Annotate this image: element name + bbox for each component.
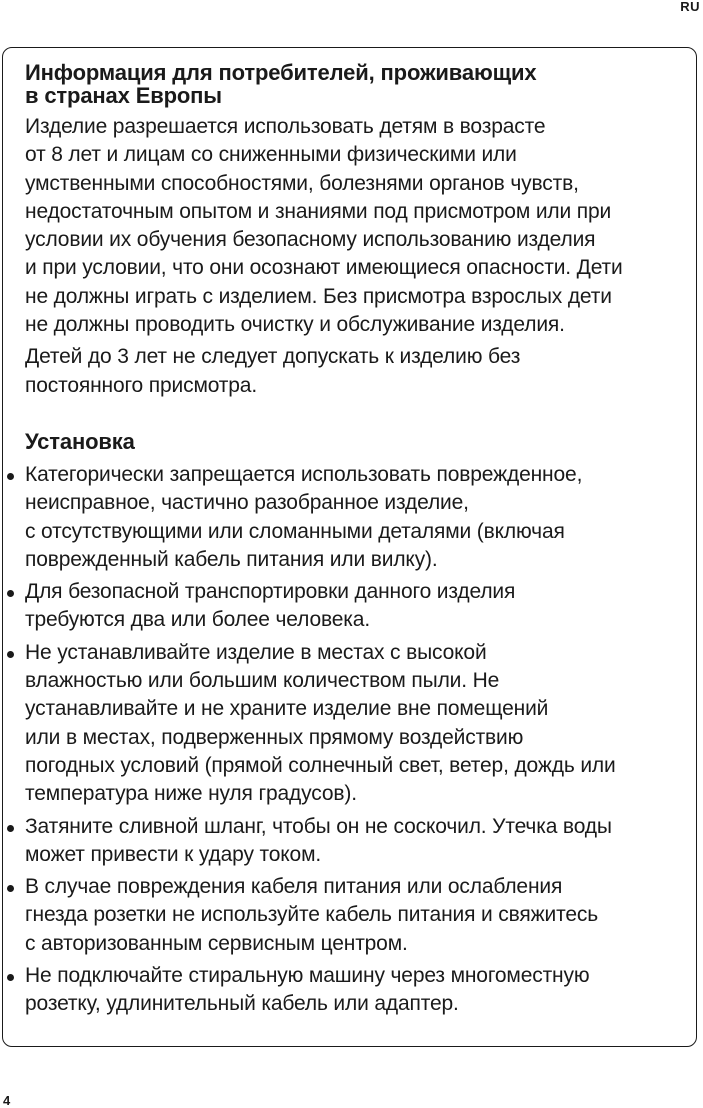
bullet-icon	[7, 651, 14, 658]
bullet-icon	[7, 974, 14, 981]
list-item: Не устанавливайте изделие в местах с высокой влажностью или большим количеством пыли. Не устанавливайте и не храните изделие вне помещений или в местах, подверженных прямому воздействию погодных условий (прямой солнечный свет, ветер, дождь или температура ниже нуля градусов).	[5, 639, 690, 809]
bullet-icon	[7, 825, 14, 832]
list-item: В случае повреждения кабеля питания или ослабления гнезда розетки не используйте кабель питания и свяжитесь с авторизованным сервисным центром.	[5, 873, 690, 958]
bullet-icon	[7, 885, 14, 892]
installation-list	[5, 461, 690, 1019]
list-item: Категорически запрещается использовать поврежденное, неисправное, частично разобранное изделие, с отсутствующими или сломанными деталями (включая поврежденный кабель питания или вилку).	[5, 461, 690, 574]
list-item: Не подключайте стиральную машину через многоместную розетку, удлинительный кабель или адаптер.	[5, 962, 690, 1019]
document-body	[25, 61, 690, 1023]
section-title-installation: Установка	[25, 428, 135, 454]
section-title-eu-consumers: Информация для потребителей, проживающих в странах Европы	[25, 60, 537, 108]
list-item: Затяните сливной шланг, чтобы он не соскочил. Утечка воды может привести к удару током.	[5, 813, 690, 870]
bullet-icon	[7, 590, 14, 597]
paragraph-children-under-3: Детей до 3 лет не следует допускать к изделию без постоянного присмотра.	[25, 345, 521, 397]
page-number: 4	[3, 1093, 11, 1108]
bullet-icon	[7, 473, 14, 480]
language-label: RU	[680, 0, 700, 14]
list-item: Для безопасной транспортировки данного изделия требуются два или более человека.	[5, 578, 690, 635]
paragraph-children-usage: Изделие разрешается использовать детям в возрасте от 8 лет и лицам со сниженными физическими или умственными способностями, болезнями органов чувств, недостаточным опытом и знаниями под присмотром или при условии их обучения безопасному использованию изделия и при условии, что они осознают имеющиеся опасности. Дети не должны играть с изделием. Без присмотра взрослых дети не должны проводить очистку и обслуживание изделия.	[25, 115, 623, 337]
